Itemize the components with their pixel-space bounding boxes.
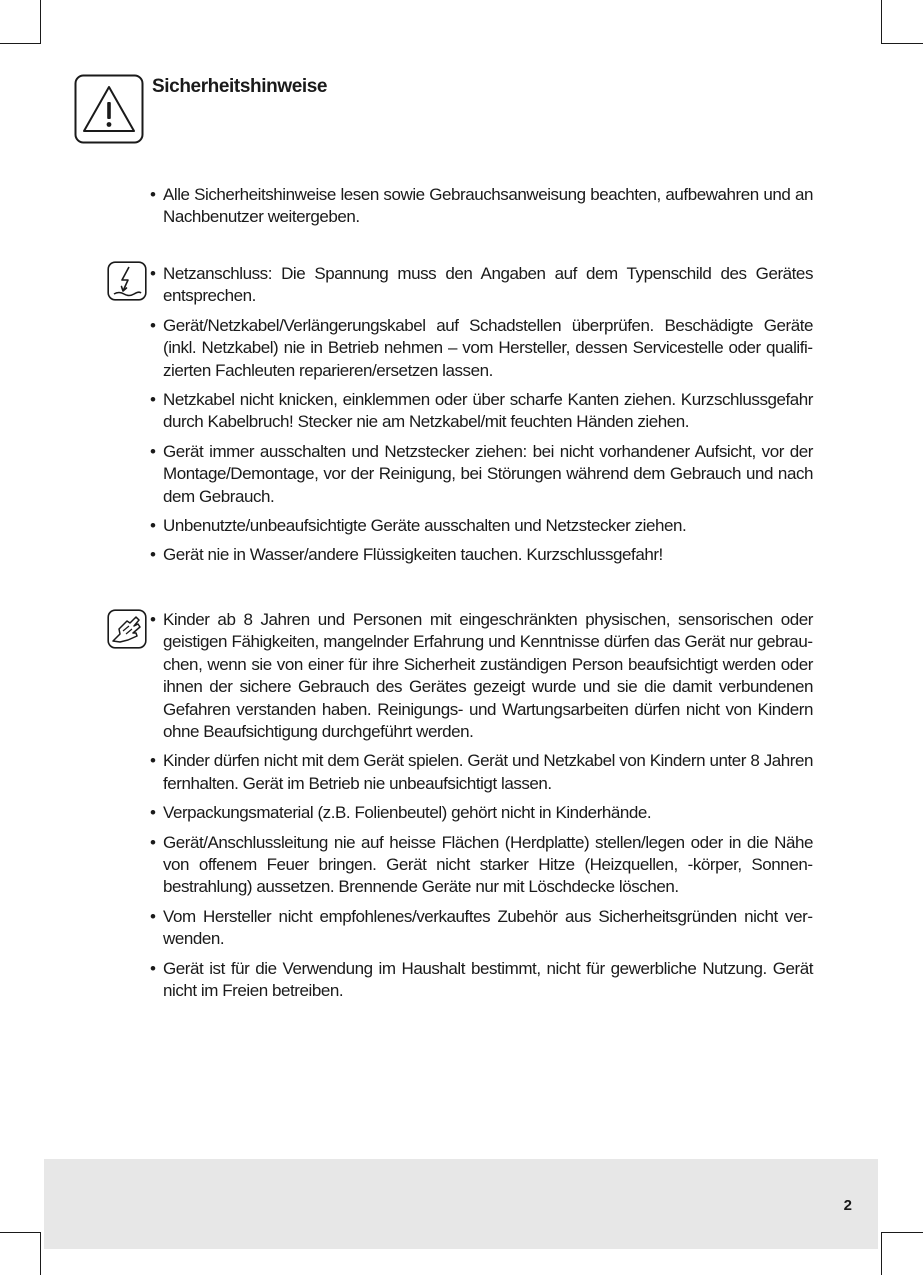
child-hand-icon xyxy=(107,609,147,649)
list-item: • Gerät ist für die Verwendung im Haushalt bestimmt, nicht für gewerbliche Nutzung. Gerät nicht im Freien betreiben. xyxy=(150,958,813,1003)
list-item: • Netzkabel nicht knicken, einklemmen oder über scharfe Kanten ziehen. Kurzschlussgefahr durch Kabelbruch! Stecker nie am Netzkabel/mit feuchten Händen ziehen. xyxy=(150,389,813,434)
list-item: • Vom Hersteller nicht empfohlenes/verkauftes Zubehör aus Sicherheitsgründen nicht verwenden. xyxy=(150,906,813,951)
crop-mark xyxy=(40,0,41,44)
child-safety-list xyxy=(150,609,813,1010)
general-notes xyxy=(150,184,813,236)
list-item: • Kinder dürfen nicht mit dem Gerät spielen. Gerät und Netzkabel von Kindern unter 8 Jahren fernhalten. Gerät im Betrieb nie unbeaufsichtigt lassen. xyxy=(150,750,813,795)
page-number: 2 xyxy=(843,1197,852,1214)
list-item: • Netzanschluss: Die Spannung muss den Angaben auf dem Typenschild des Gerätes entsprechen. xyxy=(150,263,813,308)
crop-mark xyxy=(881,1232,923,1233)
list-item: • Unbenutzte/unbeaufsichtigte Geräte ausschalten und Netzstecker ziehen. xyxy=(150,515,813,537)
electric-hazard-icon xyxy=(107,261,147,301)
list-item: • Alle Sicherheitshinweise lesen sowie Gebrauchsanweisung beachten, aufbewahren und an Nachbenutzer weitergeben. xyxy=(150,184,813,229)
list-item: • Kinder ab 8 Jahren und Personen mit eingeschränkten physischen, sensorischen oder geistigen Fähigkeiten, mangelnder Erfahrung und Kenntnisse dürfen das Gerät nur gebrauchen, wenn sie von einer für ihre Sicherheit zuständigen Person beaufsichtigt werden oder ihnen der sichere Gebrauch des Gerätes gezeigt wurde und sie die damit verbundenen Gefahren verstanden haben. Reinigungs- und Wartungsarbeiten dürfen nicht von Kindern ohne Beaufsichtigung durchgeführt werden. xyxy=(150,609,813,743)
footer-bar xyxy=(44,1159,878,1249)
crop-mark xyxy=(0,1232,41,1233)
section-title: Sicherheitshinweise xyxy=(152,76,328,97)
crop-mark xyxy=(881,1232,882,1275)
list-item: • Gerät/Netzkabel/Verlängerungskabel auf Schadstellen überprüfen. Beschädigte Geräte (inkl. Netzkabel) nie in Betrieb nehmen – vom Hersteller, dessen Servicestelle oder qualifizierten Fachleuten reparieren/ersetzen lassen. xyxy=(150,315,813,382)
crop-mark xyxy=(881,43,923,44)
warning-triangle-icon xyxy=(74,74,144,144)
list-item: • Gerät/Anschlussleitung nie auf heisse Flächen (Herdplatte) stellen/legen oder in die Nähe von offenem Feuer bringen. Gerät nicht starker Hitze (Heizquellen, -körper, Sonnenbestrahlung) aussetzen. Brennende Geräte nur mit Löschdecke löschen. xyxy=(150,832,813,899)
crop-mark xyxy=(881,0,882,44)
list-item: • Gerät immer ausschalten und Netzstecker ziehen: bei nicht vorhandener Aufsicht, vor der Montage/Demontage, vor der Reinigung, bei Störungen während dem Gebrauch und nach dem Gebrauch. xyxy=(150,441,813,508)
list-item: • Verpackungsmaterial (z.B. Folienbeutel) gehört nicht in Kinderhände. xyxy=(150,802,813,824)
electrical-safety-list xyxy=(150,263,813,574)
list-item: • Gerät nie in Wasser/andere Flüssigkeiten tauchen. Kurzschlussgefahr! xyxy=(150,544,813,566)
crop-mark xyxy=(0,43,41,44)
crop-mark xyxy=(40,1232,41,1275)
